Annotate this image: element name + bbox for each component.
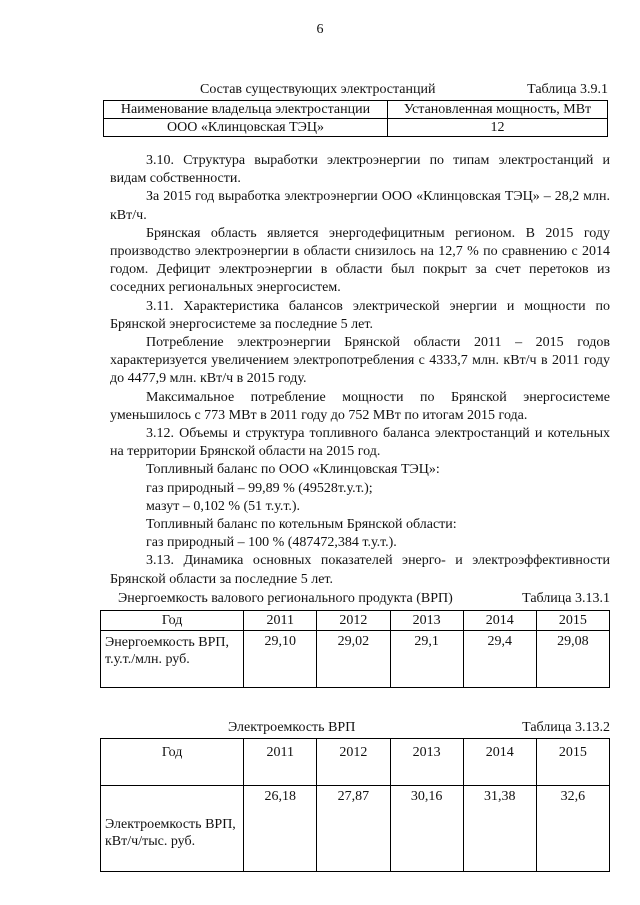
paragraph: Максимальное потребление мощности по Брянской энергосистеме уменьшилось с 773 МВт в 2011 году до 752 МВт по итогам 2015 года. [110, 389, 610, 423]
paragraph: Топливный баланс по котельным Брянской области: [146, 517, 457, 533]
table-3132-title: Электроемкость ВРП [228, 720, 356, 735]
table-header-cell: 2012 [317, 739, 390, 786]
table-391 [103, 100, 608, 137]
table-header-cell: Год [101, 739, 244, 786]
paragraph: 3.12. Объемы и структура топливного баланса электростанций и котельных на территории Брянской области на 2015 год. [110, 426, 610, 460]
paragraph: 3.13. Динамика основных показателей энерго- и электроэффективности Брянской области за последние 5 лет. [110, 553, 610, 587]
table-header-cell: 2015 [536, 739, 609, 786]
table-cell: 29,4 [463, 631, 536, 688]
paragraph: Топливный баланс по ООО «Клинцовская ТЭЦ»: [146, 462, 440, 478]
table-row-label: Электроемкость ВРП, кВт/ч/тыс. руб. [101, 786, 244, 872]
table-header-cell: 2013 [390, 611, 463, 631]
table-cell: 26,18 [244, 786, 317, 872]
table-header-cell: 2014 [463, 739, 536, 786]
table-cell: 32,6 [536, 786, 609, 872]
table-3132 [100, 738, 610, 872]
table-row [104, 119, 608, 137]
table-cell: 12 [388, 119, 608, 137]
table-3131-caption [100, 591, 610, 609]
table-header-row [104, 101, 608, 119]
table-391-label: Таблица 3.9.1 [527, 82, 608, 97]
table-cell: 29,08 [536, 631, 609, 688]
table-header-cell: Наименование владельца электростанции [104, 101, 388, 119]
page-number: 6 [316, 22, 324, 37]
paragraph: За 2015 год выработка электроэнергии ООО «Клинцовская ТЭЦ» – 28,2 млн. кВт/ч. [110, 189, 610, 223]
paragraph: газ природный – 100 % (487472,384 т.у.т.). [146, 535, 397, 551]
table-header-row [101, 611, 610, 631]
paragraph: 3.11. Характеристика балансов электрической энергии и мощности по Брянской энергосистеме за последние 5 лет. [110, 298, 610, 332]
table-header-cell: 2014 [463, 611, 536, 631]
table-row [101, 631, 610, 688]
table-cell: 31,38 [463, 786, 536, 872]
table-3132-label: Таблица 3.13.2 [522, 720, 610, 735]
table-3131 [100, 610, 610, 688]
table-row [101, 786, 610, 872]
table-row-label: Энергоемкость ВРП, т.у.т./млн. руб. [101, 631, 244, 688]
table-cell: 29,10 [244, 631, 317, 688]
table-391-title: Состав существующих электростанций [200, 82, 436, 97]
paragraph: газ природный – 99,89 % (49528т.у.т.); [146, 480, 373, 496]
table-header-cell: Год [101, 611, 244, 631]
table-cell: ООО «Клинцовская ТЭЦ» [104, 119, 388, 137]
table-3131-title: Энергоемкость валового регионального продукта (ВРП) [118, 591, 453, 606]
table-header-cell: Установленная мощность, МВт [388, 101, 608, 119]
paragraph: мазут – 0,102 % (51 т.у.т.). [146, 498, 301, 514]
body-text [110, 152, 610, 589]
table-header-cell: 2011 [244, 739, 317, 786]
paragraph: 3.10. Структура выработки электроэнергии по типам электростанций и видам собственности. [110, 153, 610, 187]
table-3131-label: Таблица 3.13.1 [522, 591, 610, 606]
table-header-cell: 2011 [244, 611, 317, 631]
table-cell: 29,1 [390, 631, 463, 688]
paragraph: Потребление электроэнергии Брянской области 2011 – 2015 годов характеризуется увеличением электропотребления с 4333,7 млн. кВт/ч в 2011 году до 4477,9 млн. кВт/ч в 2015 году. [110, 335, 610, 387]
table-cell: 27,87 [317, 786, 390, 872]
table-cell: 30,16 [390, 786, 463, 872]
table-header-cell: 2013 [390, 739, 463, 786]
table-391-caption [103, 82, 608, 100]
paragraph: Брянская область является энергодефицитным регионом. В 2015 году производство электроэнергии в области снизилось на 12,7 % по сравнению с 2014 годом. Дефицит электроэнергии в области был покрыт за счет перетоков из соседних региональных энергосистем. [110, 225, 610, 296]
table-header-cell: 2012 [317, 611, 390, 631]
table-3132-caption [100, 720, 610, 738]
table-header-row [101, 739, 610, 786]
table-header-cell: 2015 [536, 611, 609, 631]
table-cell: 29,02 [317, 631, 390, 688]
